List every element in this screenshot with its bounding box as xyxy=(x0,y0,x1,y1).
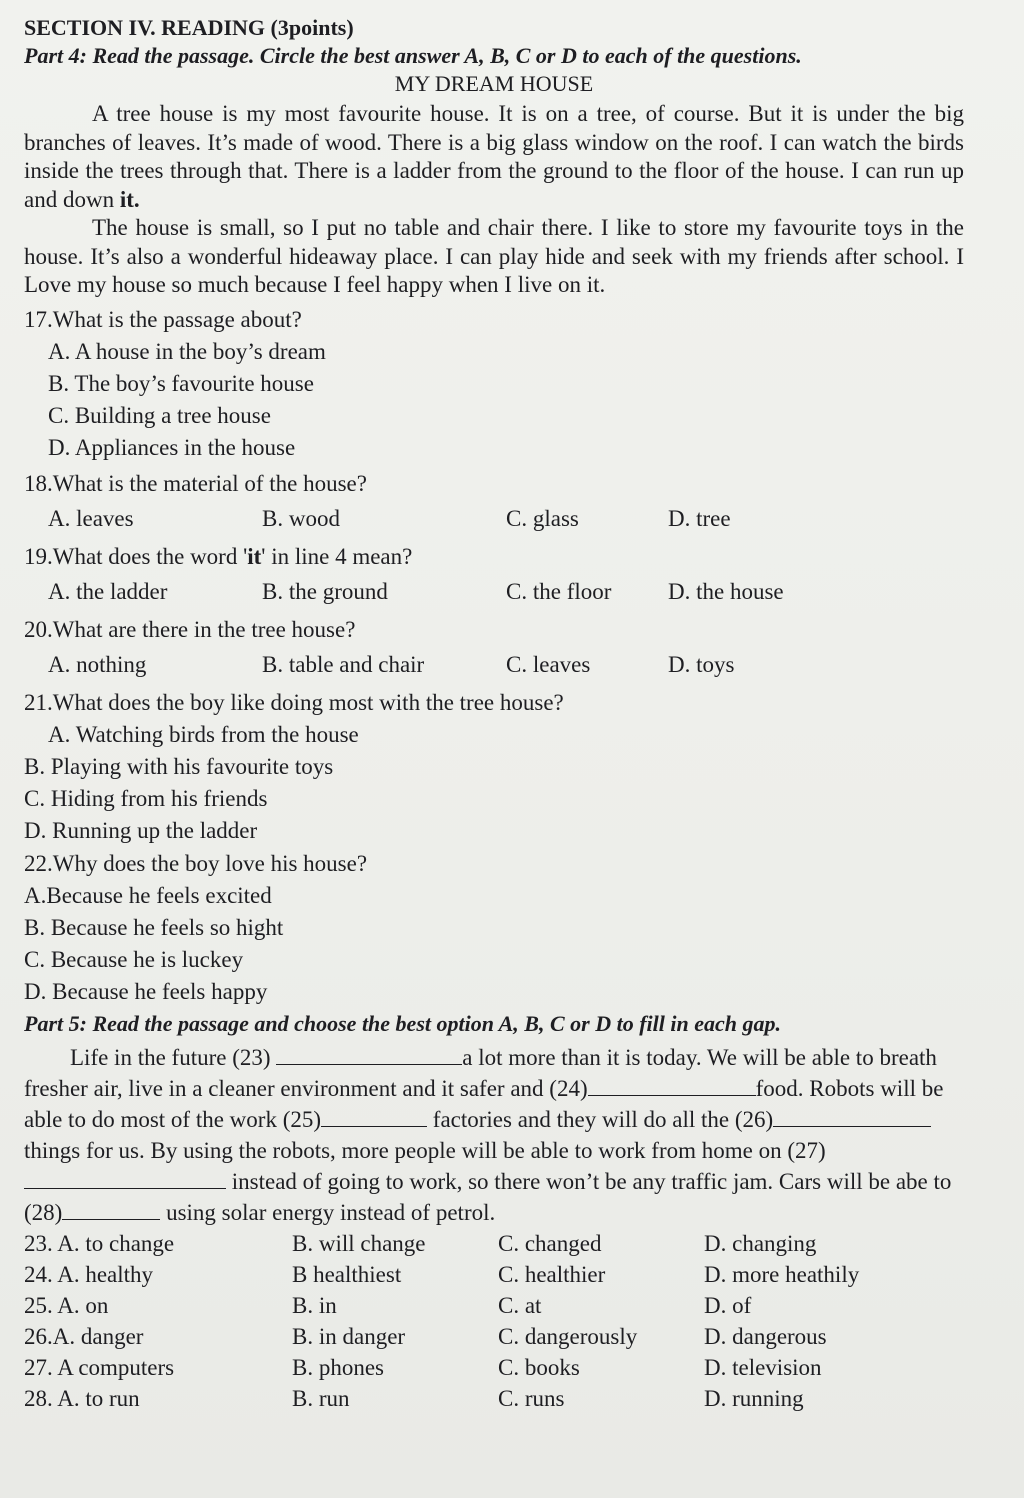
question-21-option-a-wrap xyxy=(24,719,964,751)
q28-option-a[interactable]: 28. A. to run xyxy=(24,1385,140,1411)
question-18: 18.What is the material of the house? xyxy=(24,470,367,496)
question-18-options xyxy=(24,500,964,537)
q25-option-d[interactable]: D. of xyxy=(704,1292,752,1318)
q18-option-d[interactable]: D. tree xyxy=(668,505,731,531)
q27-option-d[interactable]: D. television xyxy=(704,1354,822,1380)
p5-text-3: food. Robots will be able to do most of the work (25) xyxy=(24,1075,944,1132)
q22-option-b[interactable]: B. Because he feels so hight xyxy=(24,914,284,940)
q17-option-d[interactable]: D. Appliances in the house xyxy=(48,434,296,460)
q22-option-c[interactable]: C. Because he is luckey xyxy=(24,946,244,972)
part5-heading: Part 5: Read the passage and choose the best option A, B, C or D to fill in each gap. xyxy=(24,1010,781,1036)
q24-option-b[interactable]: B healthiest xyxy=(292,1261,402,1287)
passage-paragraph-1 xyxy=(24,100,964,214)
answer-row-28 xyxy=(24,1383,964,1414)
q26-option-a[interactable]: 26.A. danger xyxy=(24,1323,144,1349)
q17-option-c[interactable]: C. Building a tree house xyxy=(48,402,271,428)
q20-option-b[interactable]: B. table and chair xyxy=(262,651,425,677)
q24-option-a[interactable]: 24. A. healthy xyxy=(24,1261,154,1287)
answer-row-25 xyxy=(24,1290,964,1321)
answer-row-23 xyxy=(24,1228,964,1259)
q21-option-a[interactable]: A. Watching birds from the house xyxy=(48,721,359,747)
q25-option-b[interactable]: B. in xyxy=(292,1292,337,1318)
q21-option-d[interactable]: D. Running up the ladder xyxy=(24,817,258,843)
question-20: 20.What are there in the tree house? xyxy=(24,616,356,642)
p5-text-7: using solar energy instead of petrol. xyxy=(160,1199,496,1225)
q24-option-d[interactable]: D. more heathily xyxy=(704,1261,860,1287)
p5-text-5: things for us. By using the robots, more people will be able to work from home on (27) xyxy=(24,1137,826,1163)
paragraph-1-bold-word: it. xyxy=(119,186,140,212)
q18-option-a[interactable]: A. leaves xyxy=(48,505,134,531)
q19-option-b[interactable]: B. the ground xyxy=(262,578,388,604)
q26-option-d[interactable]: D. dangerous xyxy=(704,1323,827,1349)
q22-option-d[interactable]: D. Because he feels happy xyxy=(24,978,268,1004)
answer-row-26 xyxy=(24,1321,964,1352)
q19-option-a[interactable]: A. the ladder xyxy=(48,578,168,604)
q28-option-c[interactable]: C. runs xyxy=(498,1385,565,1411)
q21-option-b[interactable]: B. Playing with his favourite toys xyxy=(24,753,334,779)
q27-option-a[interactable]: 27. A computers xyxy=(24,1354,175,1380)
answer-row-24 xyxy=(24,1259,964,1290)
q19-option-d[interactable]: D. the house xyxy=(668,578,784,604)
q20-option-a[interactable]: A. nothing xyxy=(48,651,147,677)
question-22-options xyxy=(24,880,964,1008)
passage-paragraph-2: The house is small, so I put no table and chair there. I like to store my favourite toys in the house. It’s also a wonderful hideaway place. I can play hide and seek with my friends after school. I Love my house so much because I feel happy when I live on it. xyxy=(24,215,964,297)
gap-28[interactable] xyxy=(62,1199,160,1220)
q20-option-d[interactable]: D. toys xyxy=(668,651,735,677)
q17-option-a[interactable]: A. A house in the boy’s dream xyxy=(48,338,326,364)
q25-option-a[interactable]: 25. A. on xyxy=(24,1292,109,1318)
question-19 xyxy=(24,540,964,573)
q27-option-c[interactable]: C. books xyxy=(498,1354,580,1380)
part4-heading: Part 4: Read the passage. Circle the best answer A, B, C or D to each of the questions. xyxy=(24,43,802,68)
q26-option-b[interactable]: B. in danger xyxy=(292,1323,406,1349)
q27-option-b[interactable]: B. phones xyxy=(292,1354,384,1380)
p5-text-1: Life in the future (23) xyxy=(70,1044,271,1070)
gap-23[interactable] xyxy=(276,1044,462,1065)
gap-25[interactable] xyxy=(321,1106,427,1127)
q20-option-c[interactable]: C. leaves xyxy=(506,651,591,677)
q17-option-b[interactable]: B. The boy’s favourite house xyxy=(48,370,314,396)
q23-option-d[interactable]: D. changing xyxy=(704,1230,817,1256)
q23-option-b[interactable]: B. will change xyxy=(292,1230,426,1256)
question-17: 17.What is the passage about? xyxy=(24,306,302,332)
passage-title: MY DREAM HOUSE xyxy=(394,71,594,96)
p5-text-6: instead of going to work, so there won’t be any traffic jam. Cars will be abe to (28) xyxy=(24,1168,952,1225)
question-17-options xyxy=(24,336,964,464)
paragraph-1-text: A tree house is my most favourite house. It is on a tree, of course. But it is under the big branches of leaves. It’s made of wood. There is a big glass window on the roof. I can watch the birds inside the trees through that. There is a ladder from the ground to the floor of the house. I can run up and down xyxy=(24,101,964,212)
answer-row-27 xyxy=(24,1352,964,1383)
gap-27[interactable] xyxy=(24,1168,226,1189)
q24-option-c[interactable]: C. healthier xyxy=(498,1261,606,1287)
q21-option-c[interactable]: C. Hiding from his friends xyxy=(24,785,268,811)
question-21-options xyxy=(24,751,964,847)
q18-option-b[interactable]: B. wood xyxy=(262,505,340,531)
gap-26[interactable] xyxy=(773,1106,931,1127)
part5-answer-grid xyxy=(24,1228,964,1414)
q19-option-c[interactable]: C. the floor xyxy=(506,578,612,604)
q18-option-c[interactable]: C. glass xyxy=(506,505,579,531)
q23-option-a[interactable]: 23. A. to change xyxy=(24,1230,175,1256)
question-20-options xyxy=(24,646,964,683)
q22-option-a[interactable]: A.Because he feels excited xyxy=(24,882,272,908)
q19-text-a: 19.What does the word ' xyxy=(24,543,248,569)
part5-passage xyxy=(24,1042,964,1228)
q19-text-b: ' in line 4 mean? xyxy=(261,543,413,569)
p5-text-2: a lot more than it is today. We will be able to breath fresher air, live in a cleaner environment and it safer and (24) xyxy=(24,1044,937,1101)
question-21: 21.What does the boy like doing most with the tree house? xyxy=(24,689,564,715)
q23-option-c[interactable]: C. changed xyxy=(498,1230,602,1256)
q19-bold-word: it xyxy=(247,543,262,569)
question-19-options xyxy=(24,573,964,610)
q25-option-c[interactable]: C. at xyxy=(498,1292,542,1318)
section-title: SECTION IV. READING (3points) xyxy=(24,15,354,40)
gap-24[interactable] xyxy=(588,1075,756,1096)
q28-option-b[interactable]: B. run xyxy=(292,1385,350,1411)
q28-option-d[interactable]: D. running xyxy=(704,1385,804,1411)
p5-text-4: factories and they will do all the (26) xyxy=(427,1106,774,1132)
q26-option-c[interactable]: C. dangerously xyxy=(498,1323,638,1349)
question-22: 22.Why does the boy love his house? xyxy=(24,850,368,876)
